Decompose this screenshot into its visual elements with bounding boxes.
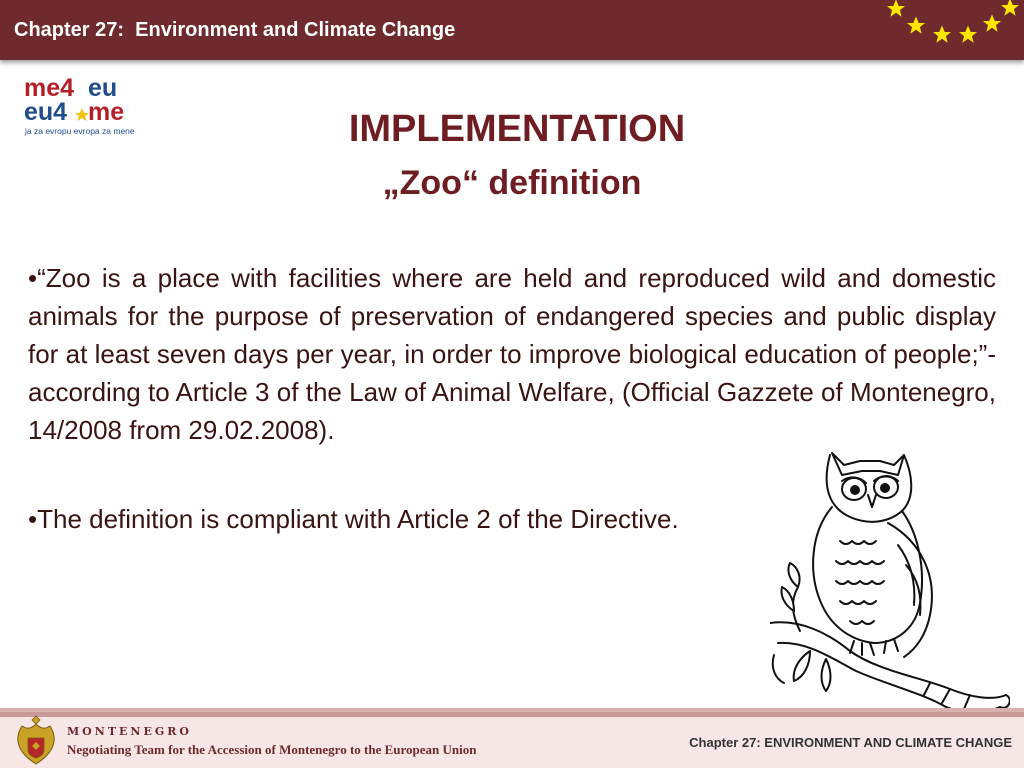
owl-illustration <box>770 445 1010 715</box>
svg-text:ja za evropu evropa za mene: ja za evropu evropa za mene <box>25 126 135 136</box>
slide-title: IMPLEMENTATION <box>348 108 686 150</box>
footer-country-label: MONTENEGRO <box>67 725 192 738</box>
eu-stars-icon <box>874 0 1024 60</box>
svg-text:eu4: eu4 <box>24 98 68 126</box>
montenegro-coat-of-arms-icon <box>12 714 60 766</box>
header-bar <box>0 0 1024 60</box>
svg-text:me4: me4 <box>24 74 75 102</box>
slide-subtitle: „Zoo“ definition <box>382 164 642 202</box>
chapter-title: Chapter 27: Environment and Climate Change <box>14 19 456 41</box>
bullet-directive-compliance: •The definition is compliant with Article 2 of the Directive. <box>28 504 679 534</box>
svg-text:eu: eu <box>88 74 118 102</box>
footer-team-label: Negotiating Team for the Accession of Montenegro to the European Union <box>67 742 477 757</box>
bullet-zoo-definition: •“Zoo is a place with facilities where are held and reproduced wild and domestic animals for the purpose of preservation of endangered species and public display for at least seven days per year, in order to improve biological education of people;”- according to Article 3 of the Law of Animal Welfare, (Official Gazzete of Montenegro, 14/2008 from 29.02.2008). <box>28 263 996 445</box>
footer-chapter-label: Chapter 27: ENVIRONMENT AND CLIMATE CHANGE <box>689 735 1012 750</box>
svg-text:me: me <box>88 98 125 126</box>
